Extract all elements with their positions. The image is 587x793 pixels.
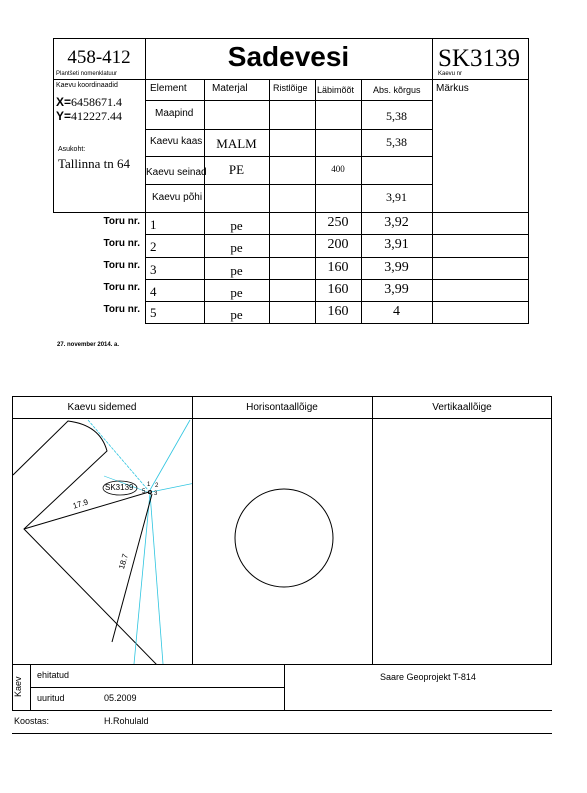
pipe-mark: 3 [154,491,158,497]
pipe-nr: 2 [150,239,157,254]
well-number-value: SK3139 [438,45,520,72]
pipe-diameter: 160 [327,282,349,297]
coords-label: Kaevu koordinaadid [56,82,118,89]
pipe-nr: 3 [150,262,157,277]
pipe-material: pe [230,263,243,278]
pipe-label: Toru nr. [103,216,140,227]
pipe-abs-height: 3,91 [384,237,409,252]
built-label: ehitatud [37,670,70,680]
footer-side-label: Kaev [13,676,23,697]
header-abs-height: Abs. kõrgus [373,85,421,95]
connections-title: Kaevu sidemed [67,402,137,413]
abs-height-value: 5,38 [386,109,407,123]
pipe-material: pe [230,285,243,300]
header-remarks: Märkus [436,83,469,94]
nomenclature-value: 458-412 [67,47,131,68]
y-coordinate: Y=412227.44 [56,109,123,123]
pipe-nr: 4 [150,284,157,299]
well-number-label: Kaevu nr [438,71,463,77]
pipe-mark: 4 [148,491,152,497]
material-value: PE [228,162,245,177]
pipe-abs-height: 3,99 [384,260,409,275]
pipe-material: pe [230,240,243,255]
pipe-diameter: 160 [327,304,349,319]
x-coordinate: X=6458671.4 [56,95,123,109]
material-value: MALM [216,136,257,151]
pipe-abs-height: 3,92 [384,215,409,230]
element-name: Kaevu põhi [152,192,203,203]
pipe-label: Toru nr. [103,282,140,293]
pipe-diameter: 160 [327,260,349,275]
nomenclature-label: Plantšeti nomenklatuur [56,71,118,77]
header-diameter: Läbimõõt [317,85,355,95]
pipe-label: Toru nr. [103,260,140,271]
abs-height-value: 5,38 [386,135,407,149]
surveyed-date: 05.2009 [104,693,137,703]
pipe-mark: 1 [147,482,151,488]
well-section-circle [235,489,333,587]
author-name: H.Rohulald [104,716,149,726]
diameter-value: 400 [331,164,345,174]
horizontal-section-title: Horisontaallõige [246,402,318,413]
surveyed-label: uuritud [37,693,65,703]
header-element: Element [150,83,187,94]
pipe-mark: 5 [142,489,146,495]
header-material: Materjal [212,83,248,94]
abs-height-value: 3,91 [386,190,407,204]
location-value: Tallinna tn 64 [58,156,131,171]
document-date: 27. november 2014. a. [57,342,120,348]
pipe-diameter: 200 [327,237,349,252]
pipe-abs-height: 4 [393,304,400,319]
pipe-nr: 5 [150,305,157,320]
pipe-material: pe [230,307,243,322]
pipe-nr: 1 [150,217,157,232]
pipe-diameter: 250 [327,215,349,230]
location-label: Asukoht: [58,146,86,153]
pipe-label: Toru nr. [103,304,140,315]
element-name: Kaevu kaas [150,136,203,147]
pipe-mark: 2 [155,483,159,489]
pipe-abs-height: 3,99 [384,282,409,297]
well-tag: SK3139 [105,483,134,492]
company-name: Saare Geoprojekt T-814 [380,672,476,682]
header-cross-section: Ristlõige [273,83,308,93]
page-title: Sadevesi [227,41,350,72]
element-name: Kaevu seinad [146,167,207,178]
element-name: Maapind [155,108,194,119]
vertical-section-title: Vertikaallõige [432,402,492,413]
dimension-label: 18.7 [117,552,130,571]
pipe-material: pe [230,218,243,233]
pipe-label: Toru nr. [103,238,140,249]
author-label: Koostas: [14,716,50,726]
dimension-label: 17.9 [71,497,90,511]
